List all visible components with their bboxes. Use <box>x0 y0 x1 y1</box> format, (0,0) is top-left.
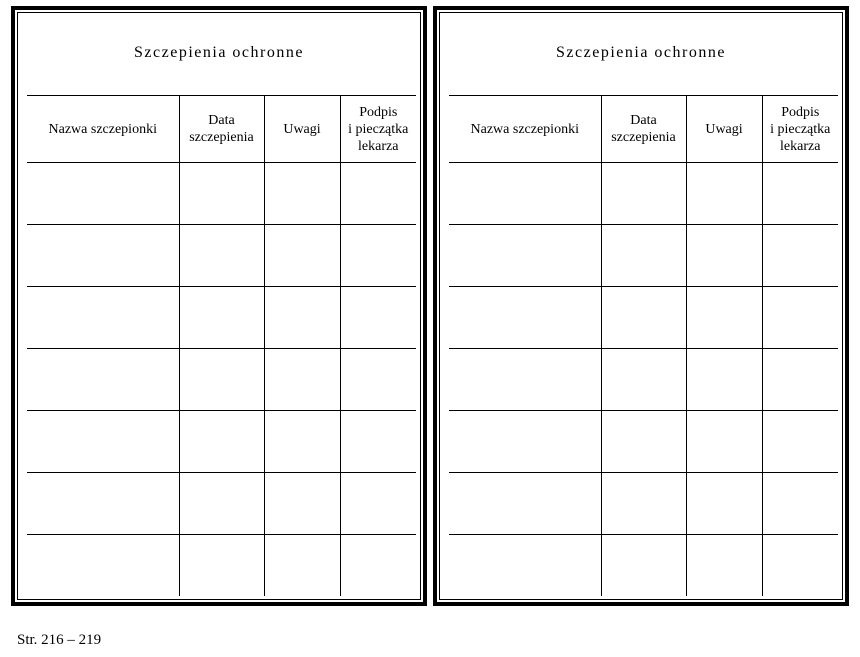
vaccination-table <box>449 95 838 596</box>
cell-vaccination-date <box>179 287 264 349</box>
column-header-doctor-signature: Podpis i pieczątka lekarza <box>340 96 416 163</box>
table-row <box>449 473 838 535</box>
cell-remarks <box>264 287 340 349</box>
cell-remarks <box>264 349 340 411</box>
cell-doctor-signature <box>340 225 416 287</box>
cell-remarks <box>264 163 340 225</box>
cell-remarks <box>264 411 340 473</box>
cell-remarks <box>686 349 762 411</box>
cell-vaccine-name <box>449 473 601 535</box>
cell-vaccination-date <box>601 163 686 225</box>
cell-vaccine-name <box>449 225 601 287</box>
cell-doctor-signature <box>762 163 838 225</box>
cell-remarks <box>686 473 762 535</box>
column-header-doctor-signature: Podpis i pieczątka lekarza <box>762 96 838 163</box>
cell-remarks <box>264 225 340 287</box>
cell-vaccination-date <box>601 473 686 535</box>
cell-doctor-signature <box>762 473 838 535</box>
table-row <box>27 473 416 535</box>
cell-vaccine-name <box>27 473 179 535</box>
cell-vaccine-name <box>27 287 179 349</box>
cell-vaccine-name <box>27 411 179 473</box>
cell-doctor-signature <box>762 225 838 287</box>
cell-vaccine-name <box>27 225 179 287</box>
page-title: Szczepienia ochronne <box>134 44 304 61</box>
cell-doctor-signature <box>762 535 838 597</box>
column-header-vaccination-date: Data szczepienia <box>601 96 686 163</box>
column-header-vaccine-name: Nazwa szczepionki <box>27 96 179 163</box>
cell-vaccine-name <box>27 535 179 597</box>
cell-remarks <box>686 225 762 287</box>
table-row <box>27 411 416 473</box>
cell-doctor-signature <box>762 349 838 411</box>
table-row <box>449 411 838 473</box>
cell-vaccination-date <box>179 225 264 287</box>
cell-doctor-signature <box>340 535 416 597</box>
cell-remarks <box>264 473 340 535</box>
column-header-vaccine-name: Nazwa szczepionki <box>449 96 601 163</box>
page-right <box>433 6 849 606</box>
table-row <box>27 287 416 349</box>
cell-doctor-signature <box>340 163 416 225</box>
table-row <box>449 163 838 225</box>
cell-vaccination-date <box>179 473 264 535</box>
cell-vaccine-name <box>449 287 601 349</box>
cell-doctor-signature <box>762 411 838 473</box>
cell-vaccination-date <box>601 535 686 597</box>
table-header-row <box>27 96 416 163</box>
cell-vaccine-name <box>449 535 601 597</box>
table-row <box>449 349 838 411</box>
cell-vaccine-name <box>449 349 601 411</box>
cell-vaccination-date <box>601 411 686 473</box>
column-header-vaccination-date: Data szczepienia <box>179 96 264 163</box>
table-header-row <box>449 96 838 163</box>
vaccination-booklet <box>11 6 851 606</box>
cell-vaccination-date <box>601 349 686 411</box>
cell-vaccine-name <box>27 163 179 225</box>
cell-vaccination-date <box>601 287 686 349</box>
table-row <box>27 535 416 597</box>
cell-doctor-signature <box>340 287 416 349</box>
page-left <box>11 6 427 606</box>
cell-doctor-signature <box>762 287 838 349</box>
page-title: Szczepienia ochronne <box>556 44 726 61</box>
cell-remarks <box>264 535 340 597</box>
cell-vaccine-name <box>449 163 601 225</box>
cell-vaccination-date <box>179 349 264 411</box>
cell-doctor-signature <box>340 473 416 535</box>
table-row <box>27 163 416 225</box>
table-row <box>27 225 416 287</box>
cell-remarks <box>686 535 762 597</box>
cell-vaccination-date <box>179 535 264 597</box>
column-header-remarks: Uwagi <box>686 96 762 163</box>
cell-remarks <box>686 287 762 349</box>
cell-remarks <box>686 411 762 473</box>
table-row <box>27 349 416 411</box>
page-reference: Str. 216 – 219 <box>17 632 102 648</box>
cell-vaccine-name <box>27 349 179 411</box>
column-header-remarks: Uwagi <box>264 96 340 163</box>
cell-vaccine-name <box>449 411 601 473</box>
table-row <box>449 225 838 287</box>
vaccination-table <box>27 95 416 596</box>
table-row <box>449 535 838 597</box>
cell-vaccination-date <box>179 411 264 473</box>
cell-remarks <box>686 163 762 225</box>
cell-doctor-signature <box>340 411 416 473</box>
cell-vaccination-date <box>601 225 686 287</box>
cell-doctor-signature <box>340 349 416 411</box>
cell-vaccination-date <box>179 163 264 225</box>
table-row <box>449 287 838 349</box>
